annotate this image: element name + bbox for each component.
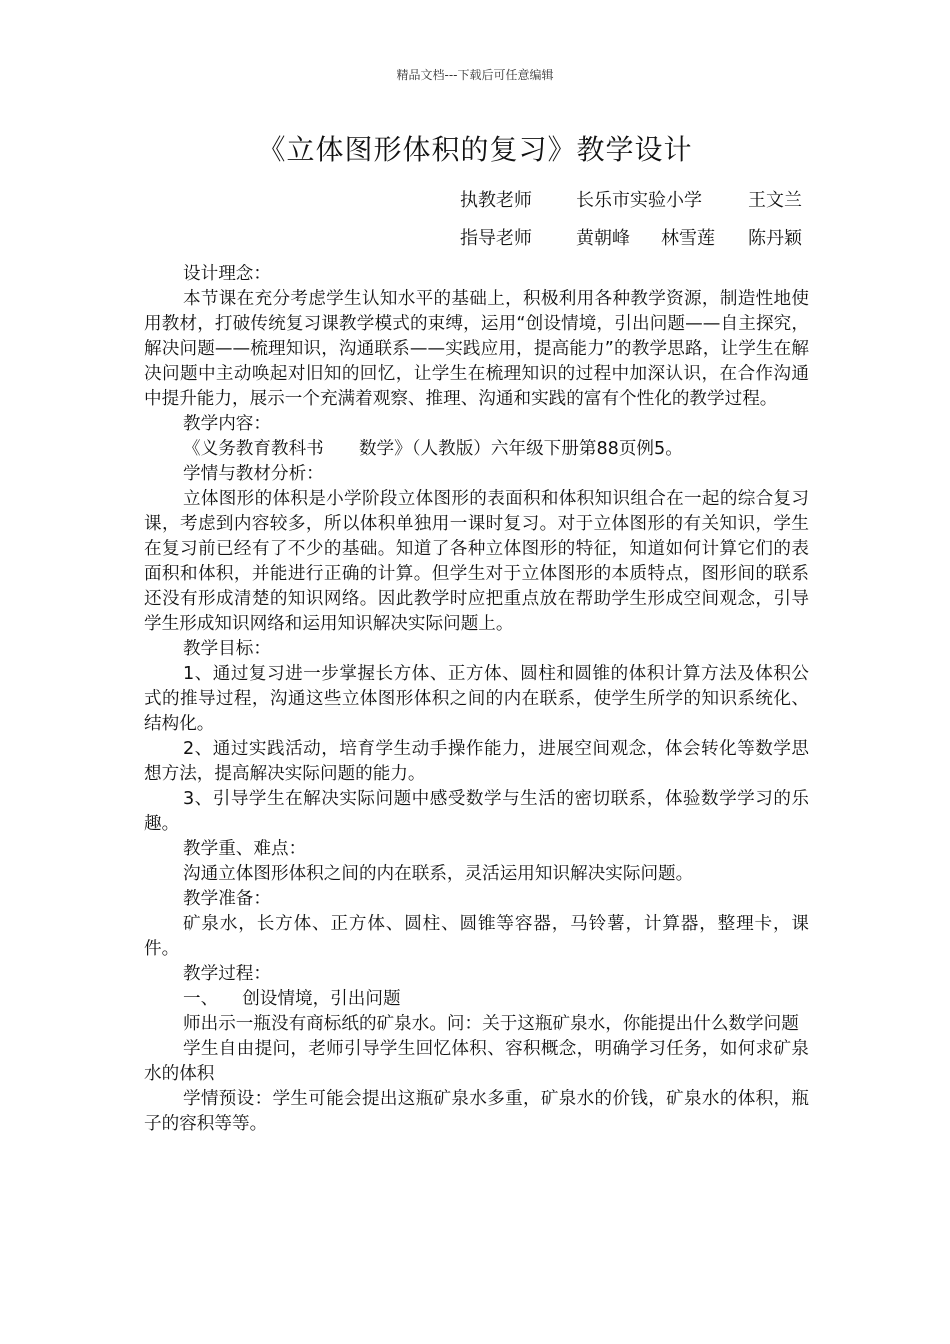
step-1-paragraph-1: 师出示一瓶没有商标纸的矿泉水。问：关于这瓶矿泉水，你能提出什么数学问题	[183, 1014, 799, 1034]
credit-school: 长乐市实验小学	[576, 190, 702, 211]
paragraph-analysis: 立体图形的体积是小学阶段立体图形的表面积和体积知识组合在一起的综合复习课，考虑到内容较多，所以体积单独用一课时复习。对于立体图形的有关知识，学生在复习前已经有了不少的基础。知道了各种立体图形的特征，知道如何计算它们的表面积和体积，并能进行正确的计算。但学生对于立体图形的本质特点，图形间的联系还没有形成清楚的知识网络。因此教学时应把重点放在帮助学生形成空间观念，引导学生形成知识网络和运用知识解决实际问题上。	[144, 489, 809, 634]
credit-advisor-name-3: 陈丹颖	[748, 228, 802, 249]
credit-advisor-name-1: 黄朝峰	[576, 228, 630, 249]
step-1-number: 一、	[183, 989, 219, 1009]
page-header-watermark: 精品文档---下载后可任意编辑	[396, 68, 554, 82]
step-1-paragraph-3: 学情预设：学生可能会提出这瓶矿泉水多重，矿泉水的价钱，矿泉水的体积，瓶子的容积等等。	[144, 1089, 809, 1134]
goal-item-2: 2、通过实践活动，培育学生动手操作能力，进展空间观念，体会转化等数学思想方法，提高解决实际问题的能力。	[144, 739, 809, 784]
goal-item-1: 1、通过复习进一步掌握长方体、正方体、圆柱和圆锥的体积计算方法及体积公式的推导过程，沟通这些立体图形体积之间的内在联系，使学生所学的知识系统化、结构化。	[144, 664, 809, 734]
section-heading-goals: 教学目标：	[183, 639, 271, 659]
credit-role-teacher: 执教老师	[460, 190, 532, 211]
credit-role-advisor: 指导老师	[460, 228, 532, 249]
section-heading-analysis: 学情与教材分析：	[183, 464, 324, 484]
step-1-title: 创设情境，引出问题	[242, 989, 401, 1009]
credit-advisor-name-2: 林雪莲	[661, 228, 715, 249]
document-title: 《立体图形体积的复习》教学设计	[257, 133, 693, 166]
paragraph-key-points: 沟通立体图形体积之间的内在联系，灵活运用知识解决实际问题。	[183, 864, 694, 884]
paragraph-preparation: 矿泉水，长方体、正方体、圆柱、圆锥等容器，马铃薯，计算器，整理卡，课件。	[144, 914, 809, 959]
step-1-heading	[144, 987, 809, 1012]
section-heading-design-concept: 设计理念：	[183, 264, 271, 284]
paragraph-design-concept: 本节课在充分考虑学生认知水平的基础上，积极利用各种教学资源，制造性地使用教材，打破传统复习课教学模式的束缚，运用“创设情境，引出问题——自主探究，解决问题——梳理知识，沟通联系——实践应用，提高能力”的教学思路，让学生在解决问题中主动唤起对旧知的回忆，让学生在梳理知识的过程中加深认识，在合作沟通中提升能力，展示一个充满着观察、推理、沟通和实践的富有个性化的教学过程。	[144, 289, 809, 409]
step-1-paragraph-2: 学生自由提问，老师引导学生回忆体积、容积概念，明确学习任务，如何求矿泉水的体积	[144, 1039, 809, 1084]
document-body	[144, 262, 809, 1137]
paragraph-content: 《义务教育教科书 数学》（人教版）六年级下册第88页例5。	[183, 439, 683, 459]
section-heading-process: 教学过程：	[183, 964, 271, 984]
section-heading-content: 教学内容：	[183, 414, 271, 434]
goal-item-3: 3、引导学生在解决实际问题中感受数学与生活的密切联系，体验数学学习的乐趣。	[144, 789, 809, 834]
section-heading-key-points: 教学重、难点：	[183, 839, 307, 859]
credit-teacher-name: 王文兰	[748, 190, 802, 211]
section-heading-preparation: 教学准备：	[183, 889, 271, 909]
